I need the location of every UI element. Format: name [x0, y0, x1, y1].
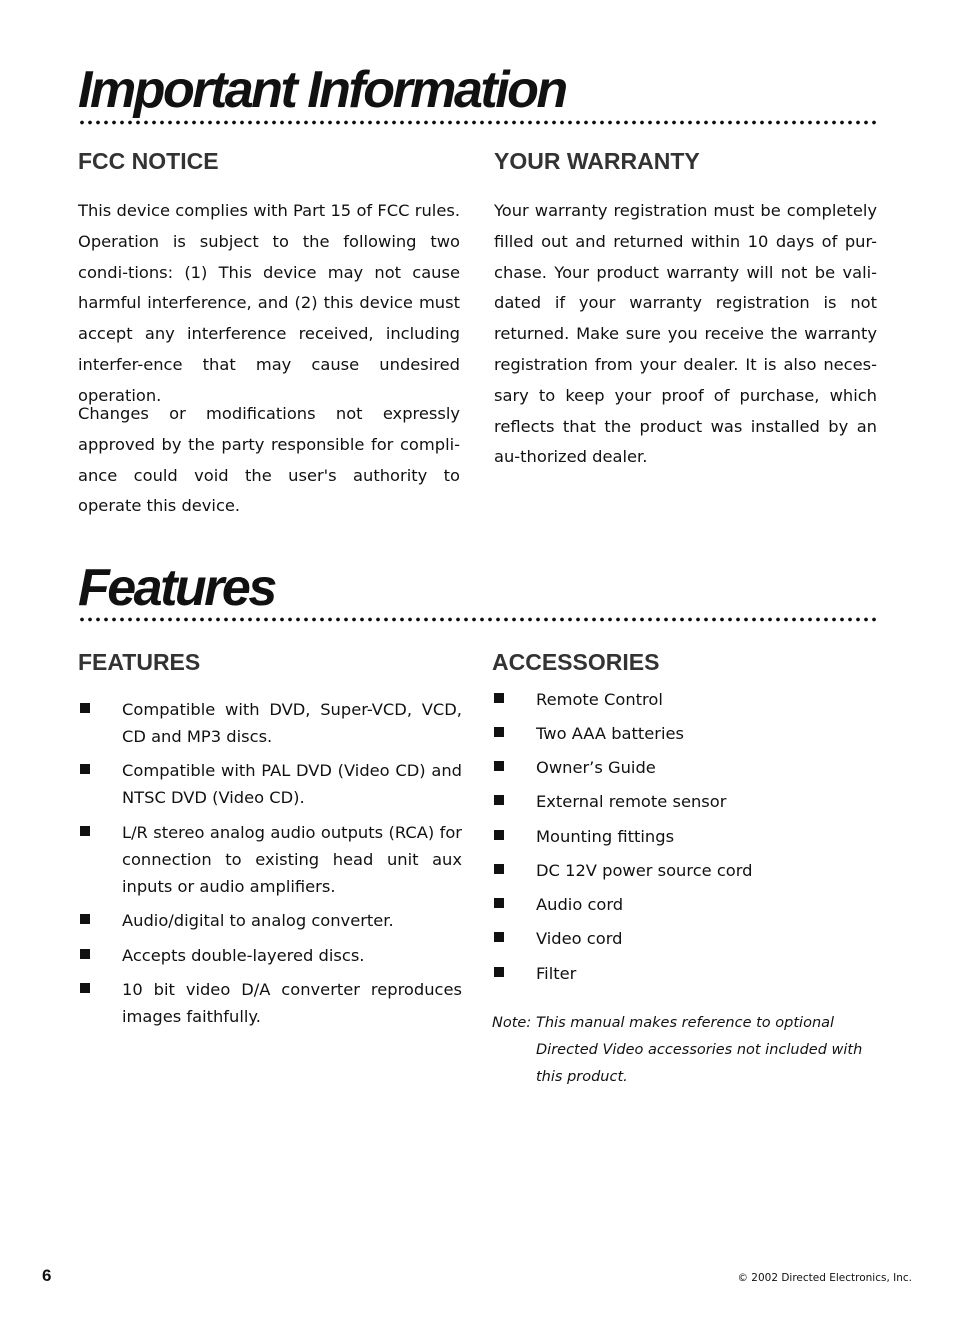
accessories-heading: ACCESSORIES	[492, 649, 660, 675]
copyright-notice: © 2002 Directed Electronics, Inc.	[737, 1272, 912, 1284]
list-item-text: Audio/digital to analog converter.	[122, 911, 394, 930]
note-label: Note:	[492, 1015, 532, 1031]
warranty-paragraph: Your warranty registration must be completely filled out and returned within 10 days of pur-chase. Your product warranty will not be vali-dated if your warranty registration is not returned. Make sure you receive the warranty registration from your dealer. It is also neces-sary to keep your proof of purchase, which reflects that the product was installed by an au-thorized dealer.	[494, 201, 877, 467]
list-item	[78, 819, 462, 900]
accessories-note	[492, 1010, 882, 1091]
square-bullet-icon	[80, 703, 90, 713]
fcc-notice-heading: FCC NOTICE	[78, 148, 219, 174]
square-bullet-icon	[80, 983, 90, 993]
page-number: 6	[42, 1266, 52, 1285]
square-bullet-icon	[494, 761, 504, 771]
square-bullet-icon	[494, 932, 504, 942]
square-bullet-icon	[494, 864, 504, 874]
page-title-features: Features	[78, 559, 275, 617]
page-title-important-information: Important Information	[78, 61, 566, 119]
list-item-text: Compatible with PAL DVD (Video CD) and NTSC DVD (Video CD).	[122, 761, 462, 807]
list-item-text: Video cord	[536, 929, 623, 948]
list-item	[492, 823, 882, 850]
square-bullet-icon	[494, 967, 504, 977]
note-text: This manual makes reference to optional Directed Video accessories not included with this product.	[536, 1015, 863, 1085]
square-bullet-icon	[494, 898, 504, 908]
list-item-text: L/R stereo analog audio outputs (RCA) for connection to existing head unit aux inputs or audio amplifiers.	[122, 823, 462, 896]
fcc-paragraph-1: This device complies with Part 15 of FCC rules. Operation is subject to the following two condi-tions: (1) This device may not cause harmful interference, and (2) this device must accept any interference received, including interfer-ence that may cause undesired operation.	[78, 201, 460, 405]
square-bullet-icon	[80, 764, 90, 774]
list-item	[78, 976, 462, 1030]
features-list	[78, 696, 462, 1030]
list-item-text: Filter	[536, 964, 577, 983]
list-item	[492, 960, 882, 987]
list-item	[492, 788, 882, 815]
square-bullet-icon	[80, 949, 90, 959]
list-item-text: Audio cord	[536, 895, 624, 914]
square-bullet-icon	[494, 830, 504, 840]
list-item	[492, 891, 882, 918]
list-item	[78, 757, 462, 811]
list-item-text: Remote Control	[536, 690, 663, 709]
square-bullet-icon	[80, 914, 90, 924]
fcc-paragraph-2: Changes or modifications not expressly approved by the party responsible for compli-ance could void the user's authority to operate this device.	[78, 404, 460, 516]
list-item	[492, 857, 882, 884]
list-item-text: Compatible with DVD, Super-VCD, VCD, CD and MP3 discs.	[122, 700, 462, 746]
list-item-text: 10 bit video D/A converter reproduces images faithfully.	[122, 980, 462, 1026]
square-bullet-icon	[494, 795, 504, 805]
list-item	[78, 907, 462, 934]
list-item-text: Mounting fittings	[536, 827, 675, 846]
dotted-divider	[78, 617, 878, 622]
accessories-list	[492, 686, 882, 987]
list-item	[78, 696, 462, 750]
list-item	[78, 942, 462, 969]
list-item-text: External remote sensor	[536, 792, 727, 811]
list-item-text: DC 12V power source cord	[536, 861, 753, 880]
dotted-divider	[78, 120, 878, 125]
warranty-heading: YOUR WARRANTY	[494, 148, 700, 174]
list-item	[492, 754, 882, 781]
list-item	[492, 686, 882, 713]
square-bullet-icon	[80, 826, 90, 836]
square-bullet-icon	[494, 727, 504, 737]
list-item	[492, 720, 882, 747]
list-item-text: Accepts double-layered discs.	[122, 946, 365, 965]
features-heading: FEATURES	[78, 649, 201, 675]
list-item-text: Owner’s Guide	[536, 758, 656, 777]
list-item	[492, 925, 882, 952]
list-item-text: Two AAA batteries	[536, 724, 685, 743]
square-bullet-icon	[494, 693, 504, 703]
